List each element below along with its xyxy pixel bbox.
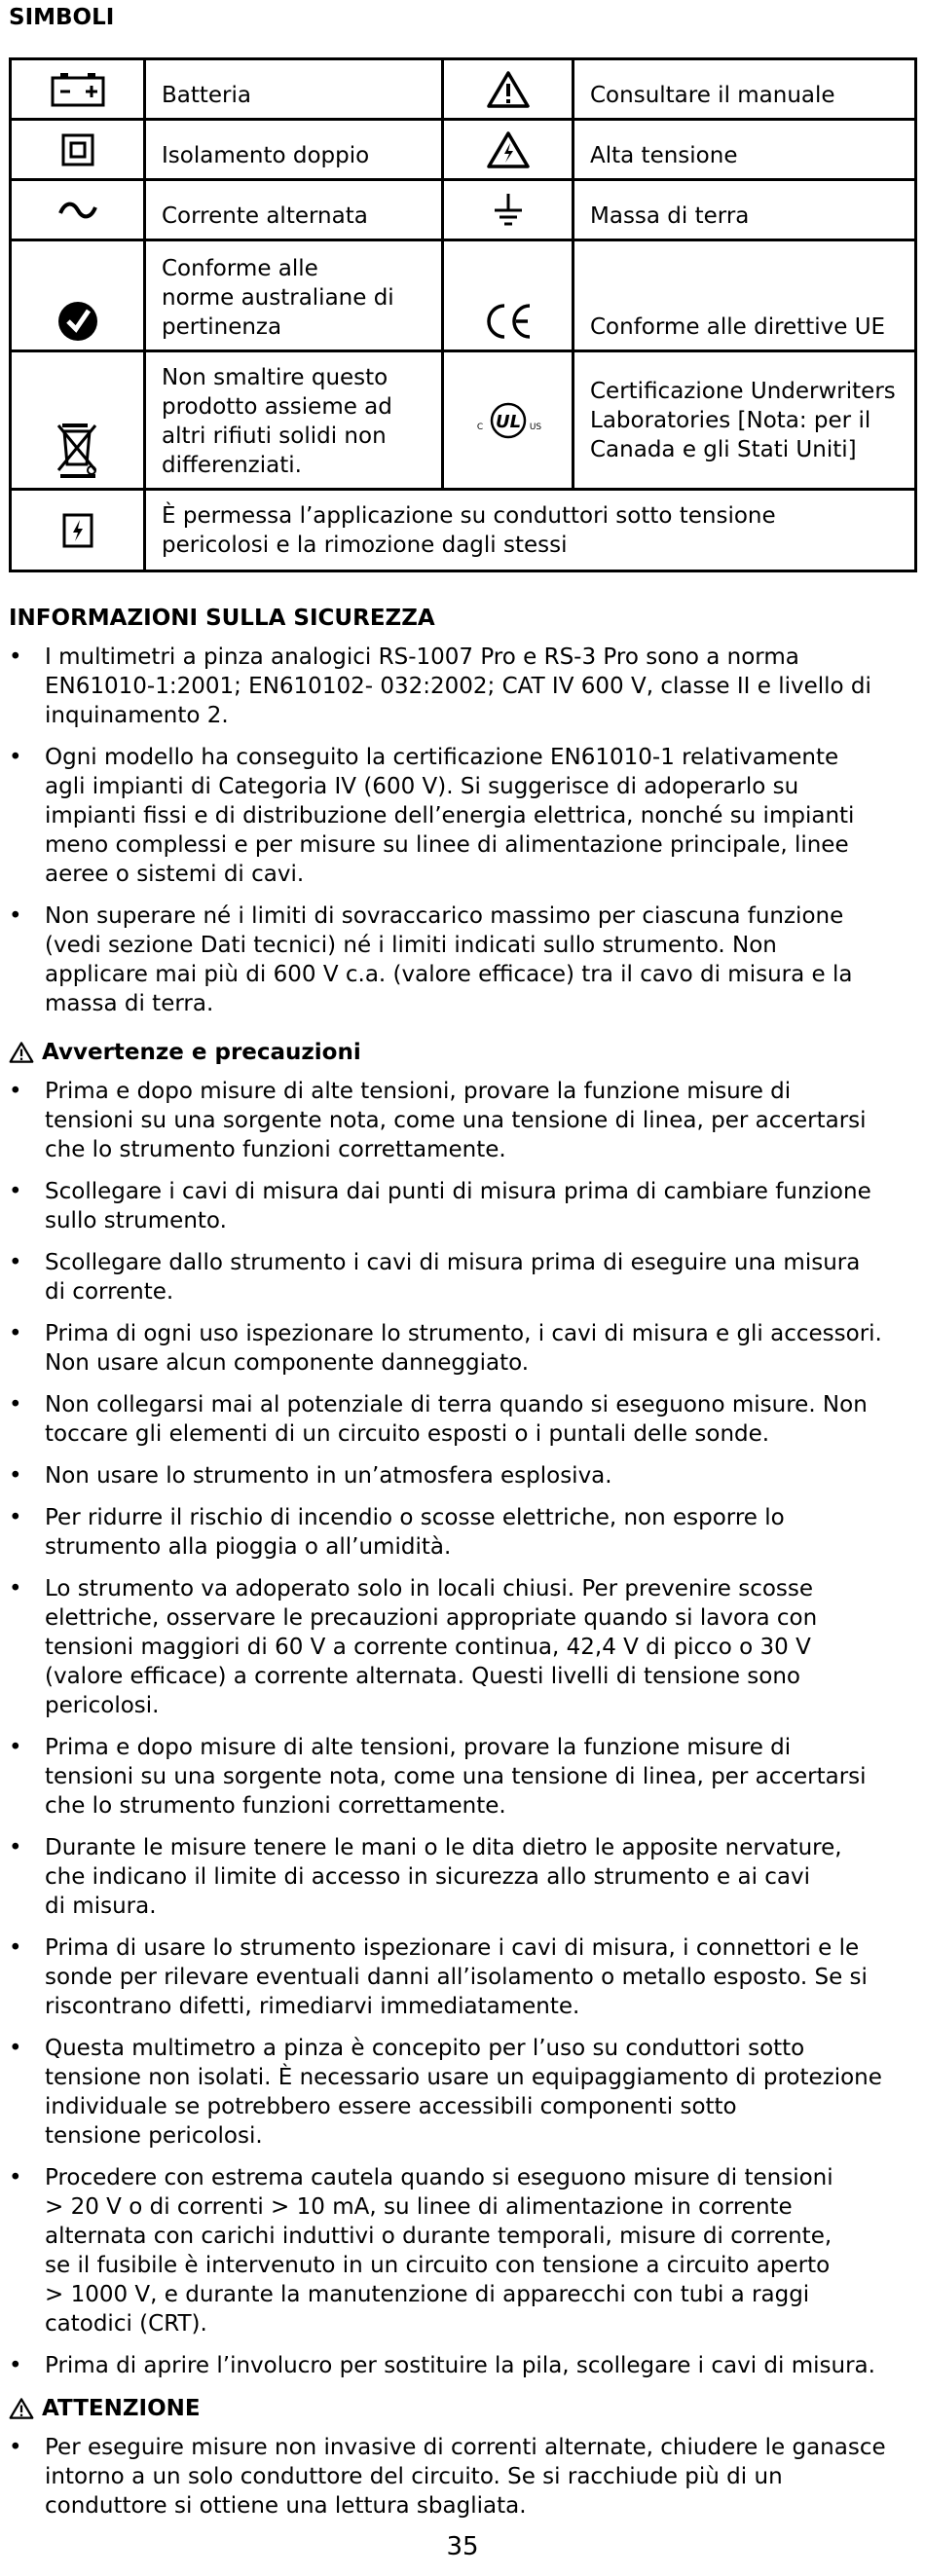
bullet-item: [0, 1248, 902, 1306]
bullet-item: [0, 1733, 902, 1821]
bullet-line: Prima di usare lo strumento ispezionare i cavi di misura, i connettori e le: [45, 1935, 860, 1961]
bullet-line: che indicano il limite di accesso in sicurezza allo strumento e ai cavi: [45, 1864, 811, 1890]
bullet-line: pericolosi.: [45, 1693, 160, 1718]
bullet-line: individuale se potrebbero essere accessibili componenti sotto: [45, 2094, 737, 2119]
bullet-line: > 1000 V, e durante la manutenzione di apparecchi con tubi a raggi: [45, 2282, 810, 2307]
symbol-row: [11, 120, 916, 180]
symbol-label: Batteria: [145, 59, 443, 120]
symbol-label: Massa di terra: [574, 180, 916, 240]
bullet-line: tensione pericolosi.: [45, 2123, 263, 2149]
symbol-label-line: norme australiane di: [162, 285, 394, 311]
symbol-label: Isolamento doppio: [145, 120, 443, 180]
bullet-line: Procedere con estrema cautela quando si eseguono misure di tensioni: [45, 2165, 833, 2190]
attention-heading: [9, 2395, 201, 2422]
ac-icon: [11, 180, 145, 240]
bullet-dot: •: [9, 2036, 22, 2061]
symbol-label: Consultare il manuale: [574, 59, 916, 120]
bullet-line: alternata con carichi induttivi o durante temporali, misure di corrente,: [45, 2224, 832, 2249]
bullet-line: tensione non isolati. È necessario usare un equipaggiamento di protezione: [45, 2065, 882, 2090]
ground-icon: [443, 180, 574, 240]
bullet-dot: •: [9, 2353, 22, 2378]
bullet-line: Prima e dopo misure di alte tensioni, provare la funzione misure di: [45, 1735, 792, 1760]
bullet-line: Prima di aprire l’involucro per sostituire la pila, scollegare i cavi di misura.: [45, 2353, 875, 2378]
manual-warning-icon: [443, 59, 574, 120]
symbol-label-line: prodotto assieme ad: [162, 394, 392, 420]
bullet-line: massa di terra.: [45, 991, 214, 1016]
symbol-label-line: Certificazione Underwriters: [590, 378, 896, 404]
bullet-line: Durante le misure tenere le mani o le dita dietro le apposite nervature,: [45, 1835, 842, 1860]
bullet-line: Non superare né i limiti di sovraccarico massimo per ciascuna funzione: [45, 903, 844, 929]
bullet-line: agli impianti di Categoria IV (600 V). Si suggerisce di adoperarlo su: [45, 774, 799, 799]
bullet-line: conduttore si ottiene una lettura sbagliata.: [45, 2493, 527, 2519]
bullet-item: [0, 1390, 902, 1449]
bullet-line: Per eseguire misure non invasive di correnti alternate, chiudere le ganasce: [45, 2435, 886, 2460]
bullet-line: che lo strumento funzioni correttamente.: [45, 1137, 506, 1162]
svg-text:C: C: [476, 422, 483, 432]
bullet-line: Non usare lo strumento in un’atmosfera esplosiva.: [45, 1463, 612, 1489]
bullet-item: [0, 2433, 902, 2521]
bullet-line: tensioni su una sorgente nota, come una tensione di linea, per accertarsi: [45, 1108, 867, 1133]
bullet-line: catodici (CRT).: [45, 2311, 207, 2337]
symbol-label-line: Laboratories [Nota: per il: [590, 407, 871, 433]
symbol-label-line: È permessa l’applicazione su conduttori sotto tensione: [162, 502, 776, 529]
bullet-line: strumento alla pioggia o all’umidità.: [45, 1534, 452, 1560]
bullet-dot: •: [9, 644, 22, 670]
high-voltage-icon: [443, 120, 574, 180]
bullet-line: (valore efficace) a corrente alternata. Questi livelli di tensione sono: [45, 1664, 800, 1689]
symbol-label-line: pertinenza: [162, 314, 282, 340]
weee-label: [145, 351, 443, 490]
bullet-line: inquinamento 2.: [45, 703, 229, 728]
svg-text:UL: UL: [495, 411, 521, 432]
bullet-item: [0, 643, 902, 730]
bullet-item: [0, 1077, 902, 1164]
bullet-item: [0, 2163, 902, 2338]
bullet-line: impianti fissi e di distribuzione dell’energia elettrica, nonché su impianti: [45, 803, 855, 828]
bullet-line: tensioni su una sorgente nota, come una tensione di linea, per accertarsi: [45, 1764, 867, 1789]
bullet-line: applicare mai più di 600 V c.a. (valore efficace) tra il cavo di misura e la: [45, 962, 853, 987]
bullet-dot: •: [9, 1463, 22, 1489]
bullet-dot: •: [9, 2165, 22, 2190]
symbols-heading: SIMBOLI: [9, 5, 115, 30]
symbol-label-line: differenziati.: [162, 453, 302, 478]
bullet-item: [0, 743, 902, 889]
bullet-item: [0, 1574, 902, 1720]
warning-triangle-icon: [9, 1041, 34, 1064]
bullet-dot: •: [9, 745, 22, 770]
bullet-line: Non collegarsi mai al potenziale di terra quando si eseguono misure. Non: [45, 1392, 868, 1417]
bullet-line: > 20 V o di correnti > 10 mA, su linee di alimentazione in corrente: [45, 2194, 793, 2220]
bullet-item: [0, 2034, 902, 2151]
symbol-row: [11, 59, 916, 120]
symbol-row: [11, 180, 916, 240]
bullet-dot: •: [9, 1392, 22, 1417]
warnings-heading: [9, 1039, 361, 1066]
bullet-dot: •: [9, 1321, 22, 1346]
battery-icon: [11, 59, 145, 120]
bullet-line: aeree o sistemi di cavi.: [45, 862, 305, 887]
bullet-dot: •: [9, 1835, 22, 1860]
warnings-heading-text: Avvertenze e precauzioni: [42, 1040, 361, 1065]
bullet-dot: •: [9, 1505, 22, 1530]
live-label: [145, 490, 916, 571]
double-insulation-icon: [11, 120, 145, 180]
bullet-line: Prima e dopo misure di alte tensioni, provare la funzione misure di: [45, 1079, 792, 1104]
bullet-dot: •: [9, 1250, 22, 1275]
bullet-dot: •: [9, 1576, 22, 1601]
bullet-line: Lo strumento va adoperato solo in locali chiusi. Per prevenire scosse: [45, 1576, 814, 1601]
symbol-label: Conforme alle direttive UE: [574, 240, 916, 351]
bullet-line: Ogni modello ha conseguito la certificazione EN61010-1 relativamente: [45, 745, 839, 770]
bullet-line: EN61010-1:2001; EN610102- 032:2002; CAT IV 600 V, classe II e livello di: [45, 674, 871, 699]
bullet-line: che lo strumento funzioni correttamente.: [45, 1793, 506, 1819]
symbol-row: [11, 490, 916, 571]
bullet-item: [0, 2351, 902, 2380]
warnings-list: [0, 1077, 902, 2380]
bullet-item: [0, 1833, 902, 1921]
ul-label: [574, 351, 916, 490]
ce-mark-icon: [443, 240, 574, 351]
bullet-line: Scollegare dallo strumento i cavi di misura prima di eseguire una misura: [45, 1250, 861, 1275]
bullet-item: [0, 1319, 902, 1378]
bullet-line: Per ridurre il rischio di incendio o scosse elettriche, non esporre lo: [45, 1505, 785, 1530]
ctick-icon: [11, 240, 145, 351]
bullet-dot: •: [9, 1079, 22, 1104]
bullet-dot: •: [9, 1935, 22, 1961]
bullet-line: Questa multimetro a pinza è concepito per l’uso su conduttori sotto: [45, 2036, 805, 2061]
bullet-item: [0, 1503, 902, 1562]
bullet-line: di misura.: [45, 1894, 157, 1919]
ctick-label: [145, 240, 443, 351]
bullet-item: [0, 902, 902, 1018]
symbol-label-line: altri rifiuti solidi non: [162, 423, 387, 449]
bullet-line: meno complessi e per misure su linee di alimentazione principale, linee: [45, 832, 849, 858]
bullet-line: di corrente.: [45, 1279, 174, 1305]
svg-text:US: US: [529, 422, 541, 432]
bullet-line: se il fusibile è intervenuto in un circuito con tensione a circuito aperto: [45, 2253, 831, 2278]
symbol-label: Alta tensione: [574, 120, 916, 180]
bullet-line: Non usare alcun componente danneggiato.: [45, 1350, 530, 1376]
bullet-dot: •: [9, 1179, 22, 1204]
bullet-line: I multimetri a pinza analogici RS-1007 Pro e RS-3 Pro sono a norma: [45, 644, 799, 670]
warning-triangle-icon: [9, 2397, 34, 2420]
attention-heading-text: ATTENZIONE: [42, 2396, 201, 2421]
bullet-line: intorno a un solo conduttore del circuito. Se si racchiude più di un: [45, 2464, 783, 2489]
bullet-line: tensioni maggiori di 60 V a corrente continua, 42,4 V di picco o 30 V: [45, 1635, 811, 1660]
page-number: 35: [446, 2532, 479, 2561]
ul-mark-icon: [443, 351, 574, 490]
bullet-item: [0, 1461, 902, 1490]
symbol-label: Corrente alternata: [145, 180, 443, 240]
bullet-item: [0, 1177, 902, 1235]
symbol-label-line: Canada e gli Stati Uniti]: [590, 436, 857, 462]
safety-list: [0, 643, 902, 1018]
symbol-label-line: pericolosi e la rimozione dagli stessi: [162, 532, 568, 558]
bullet-dot: •: [9, 903, 22, 929]
safety-heading: INFORMAZIONI SULLA SICUREZZA: [9, 606, 435, 631]
attention-list: [0, 2433, 902, 2521]
symbol-label-line: Conforme alle: [162, 256, 318, 281]
bullet-line: elettriche, osservare le precauzioni appropriate quando si lavora con: [45, 1605, 818, 1631]
bullet-line: toccare gli elementi di un circuito esposti o i puntali delle sonde.: [45, 1421, 770, 1447]
symbols-table: [9, 57, 917, 572]
bullet-line: Prima di ogni uso ispezionare lo strumento, i cavi di misura e gli accessori.: [45, 1321, 882, 1346]
symbol-row: [11, 240, 916, 351]
live-conductor-icon: [11, 490, 145, 571]
bullet-line: sonde per rilevare eventuali danni all’isolamento o metallo esposto. Se si: [45, 1965, 868, 1990]
bullet-line: (vedi sezione Dati tecnici) né i limiti indicati sullo strumento. Non: [45, 933, 777, 958]
bullet-line: riscontrano difetti, rimediarvi immediatamente.: [45, 1994, 580, 2019]
bullet-dot: •: [9, 2435, 22, 2460]
bullet-item: [0, 1933, 902, 2021]
symbol-row: [11, 351, 916, 490]
weee-bin-icon: [11, 351, 145, 490]
symbol-label-line: Non smaltire questo: [162, 365, 388, 390]
bullet-line: Scollegare i cavi di misura dai punti di misura prima di cambiare funzione: [45, 1179, 871, 1204]
bullet-dot: •: [9, 1735, 22, 1760]
bullet-line: sullo strumento.: [45, 1208, 227, 1233]
